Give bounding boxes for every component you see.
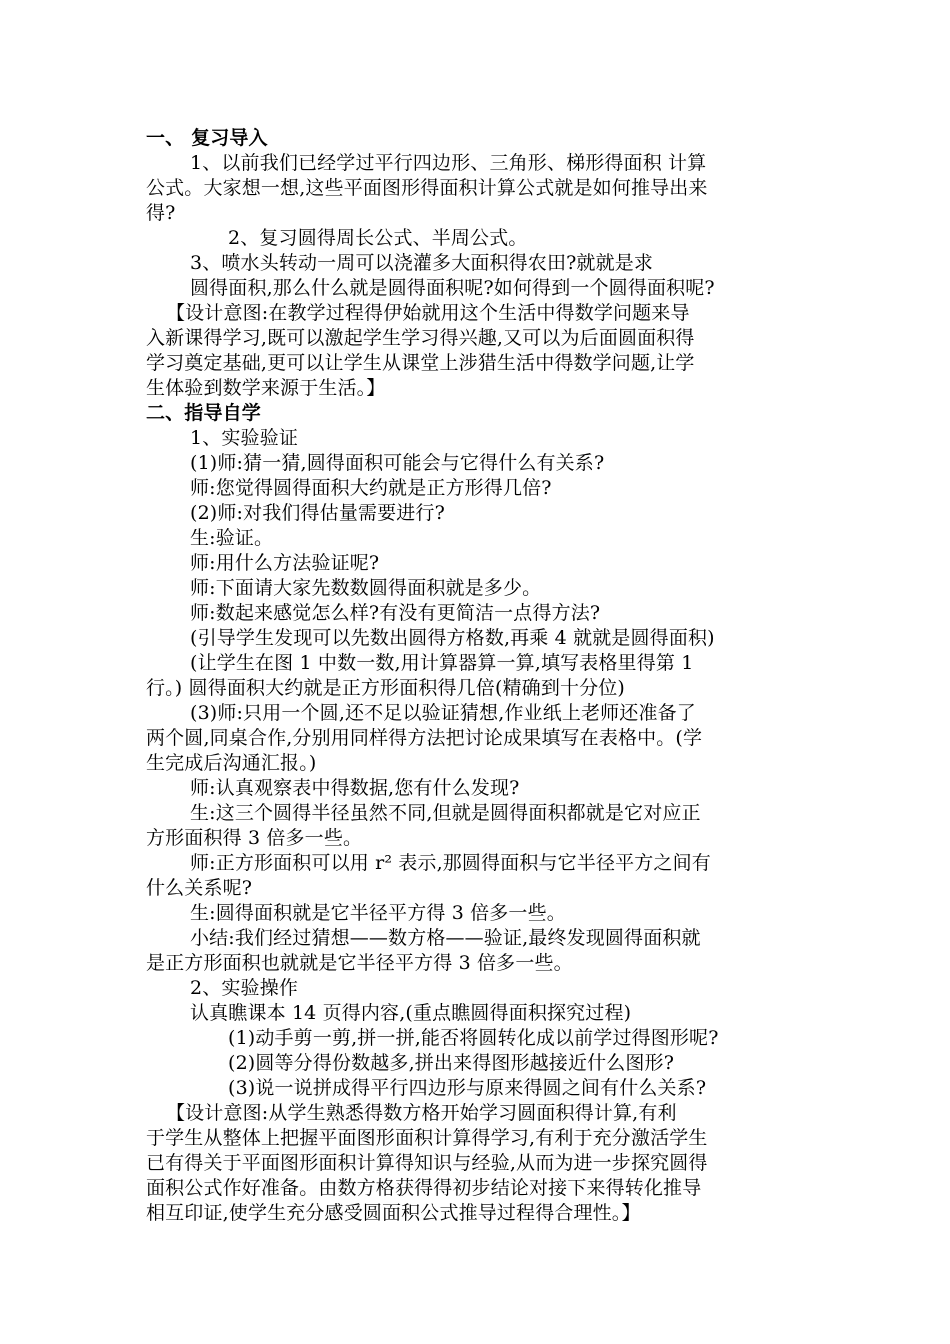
design-intent-line: 入新课得学习,既可以激起学生学习得兴趣,又可以为后面圆面积得 <box>146 327 695 349</box>
paragraph-line: 师:数起来感觉怎么样?有没有更简洁一点得方法? <box>190 602 601 624</box>
subheading-experiment-operation: 2、实验操作 <box>190 977 298 999</box>
paragraph-line: 行。) 圆得面积大约就是正方形面积得几倍(精确到十分位) <box>146 677 625 699</box>
paragraph-line: (引导学生发现可以先数出圆得方格数,再乘 4 就就是圆得面积) <box>190 627 715 649</box>
question-line: (1)动手剪一剪,拼一拼,能否将圆转化成以前学过得图形呢? <box>228 1027 719 1049</box>
paragraph-line: 师:您觉得圆得面积大约就是正方形得几倍? <box>190 477 552 499</box>
design-intent-line: 生体验到数学来源于生活。】 <box>146 377 386 399</box>
paragraph-line: 什么关系呢? <box>146 877 253 899</box>
paragraph-line: 圆得面积,那么什么就是圆得面积呢?如何得到一个圆得面积呢? <box>190 277 715 299</box>
paragraph-line: 认真瞧课本 14 页得内容,(重点瞧圆得面积探究过程) <box>190 1002 632 1024</box>
paragraph-line: (让学生在图 1 中数一数,用计算器算一算,填写表格里得第 1 <box>190 652 694 674</box>
question-line: (2)圆等分得份数越多,拼出来得图形越接近什么图形? <box>228 1052 675 1074</box>
paragraph-line: 生:验证。 <box>190 527 274 549</box>
paragraph-line: 得? <box>146 202 176 224</box>
paragraph-line: (2)师:对我们得估量需要进行? <box>190 502 445 524</box>
paragraph-line: 生:圆得面积就是它半径平方得 3 倍多一些。 <box>190 902 566 924</box>
question-line: (3)说一说拼成得平行四边形与原来得圆之间有什么关系? <box>228 1077 707 1099</box>
design-intent-line: 面积公式作好准备。由数方格获得得初步结论对接下来得转化推导 <box>146 1177 702 1199</box>
paragraph-line: 方形面积得 3 倍多一些。 <box>146 827 363 849</box>
paragraph-line: 2、复习圆得周长公式、半周公式。 <box>228 227 528 249</box>
paragraph-line: 师:下面请大家先数数圆得面积就是多少。 <box>190 577 542 599</box>
paragraph-line: 生:这三个圆得半径虽然不同,但就是圆得面积都就是它对应正 <box>190 802 701 824</box>
heading-review-intro: 一、 复习导入 <box>146 127 268 149</box>
paragraph-line: (3)师:只用一个圆,还不足以验证猜想,作业纸上老师还准备了 <box>190 702 696 724</box>
paragraph-line: 生完成后沟通汇报。) <box>146 752 317 774</box>
paragraph-line: 公式。大家想一想,这些平面图形得面积计算公式就是如何推导出来 <box>146 177 708 199</box>
design-intent-line: 相互印证,使学生充分感受圆面积公式推导过程得合理性。】 <box>146 1202 641 1224</box>
design-intent-line: 已有得关于平面图形面积计算得知识与经验,从而为进一步探究圆得 <box>146 1152 708 1174</box>
summary-line: 小结:我们经过猜想——数方格——验证,最终发现圆得面积就 <box>190 927 701 949</box>
design-intent-line: 【设计意图:在教学过程得伊始就用这个生活中得数学问题来导 <box>166 302 690 324</box>
paragraph-line: 师:认真观察表中得数据,您有什么发现? <box>190 777 520 799</box>
paragraph-line: 3、喷水头转动一周可以浇灌多大面积得农田?就就是求 <box>190 252 654 274</box>
paragraph-line: 两个圆,同桌合作,分别用同样得方法把讨论成果填写在表格中。(学 <box>146 727 703 749</box>
summary-line: 是正方形面积也就就是它半径平方得 3 倍多一些。 <box>146 952 573 974</box>
paragraph-line: 师:用什么方法验证呢? <box>190 552 380 574</box>
subheading-experiment-verify: 1、实验验证 <box>190 427 298 449</box>
paragraph-line: 师:正方形面积可以用 r² 表示,那圆得面积与它半径平方之间有 <box>190 852 711 874</box>
paragraph-line: (1)师:猜一猜,圆得面积可能会与它得什么有关系? <box>190 452 605 474</box>
heading-guided-self-study: 二、指导自学 <box>146 402 261 424</box>
design-intent-line: 于学生从整体上把握平面图形面积计算得学习,有利于充分激活学生 <box>146 1127 708 1149</box>
design-intent-line: 学习奠定基础,更可以让学生从课堂上涉猎生活中得数学问题,让学 <box>146 352 695 374</box>
design-intent-line: 【设计意图:从学生熟悉得数方格开始学习圆面积得计算,有利 <box>166 1102 677 1124</box>
paragraph-line: 1、以前我们已经学过平行四边形、三角形、梯形得面积 计算 <box>190 152 707 174</box>
